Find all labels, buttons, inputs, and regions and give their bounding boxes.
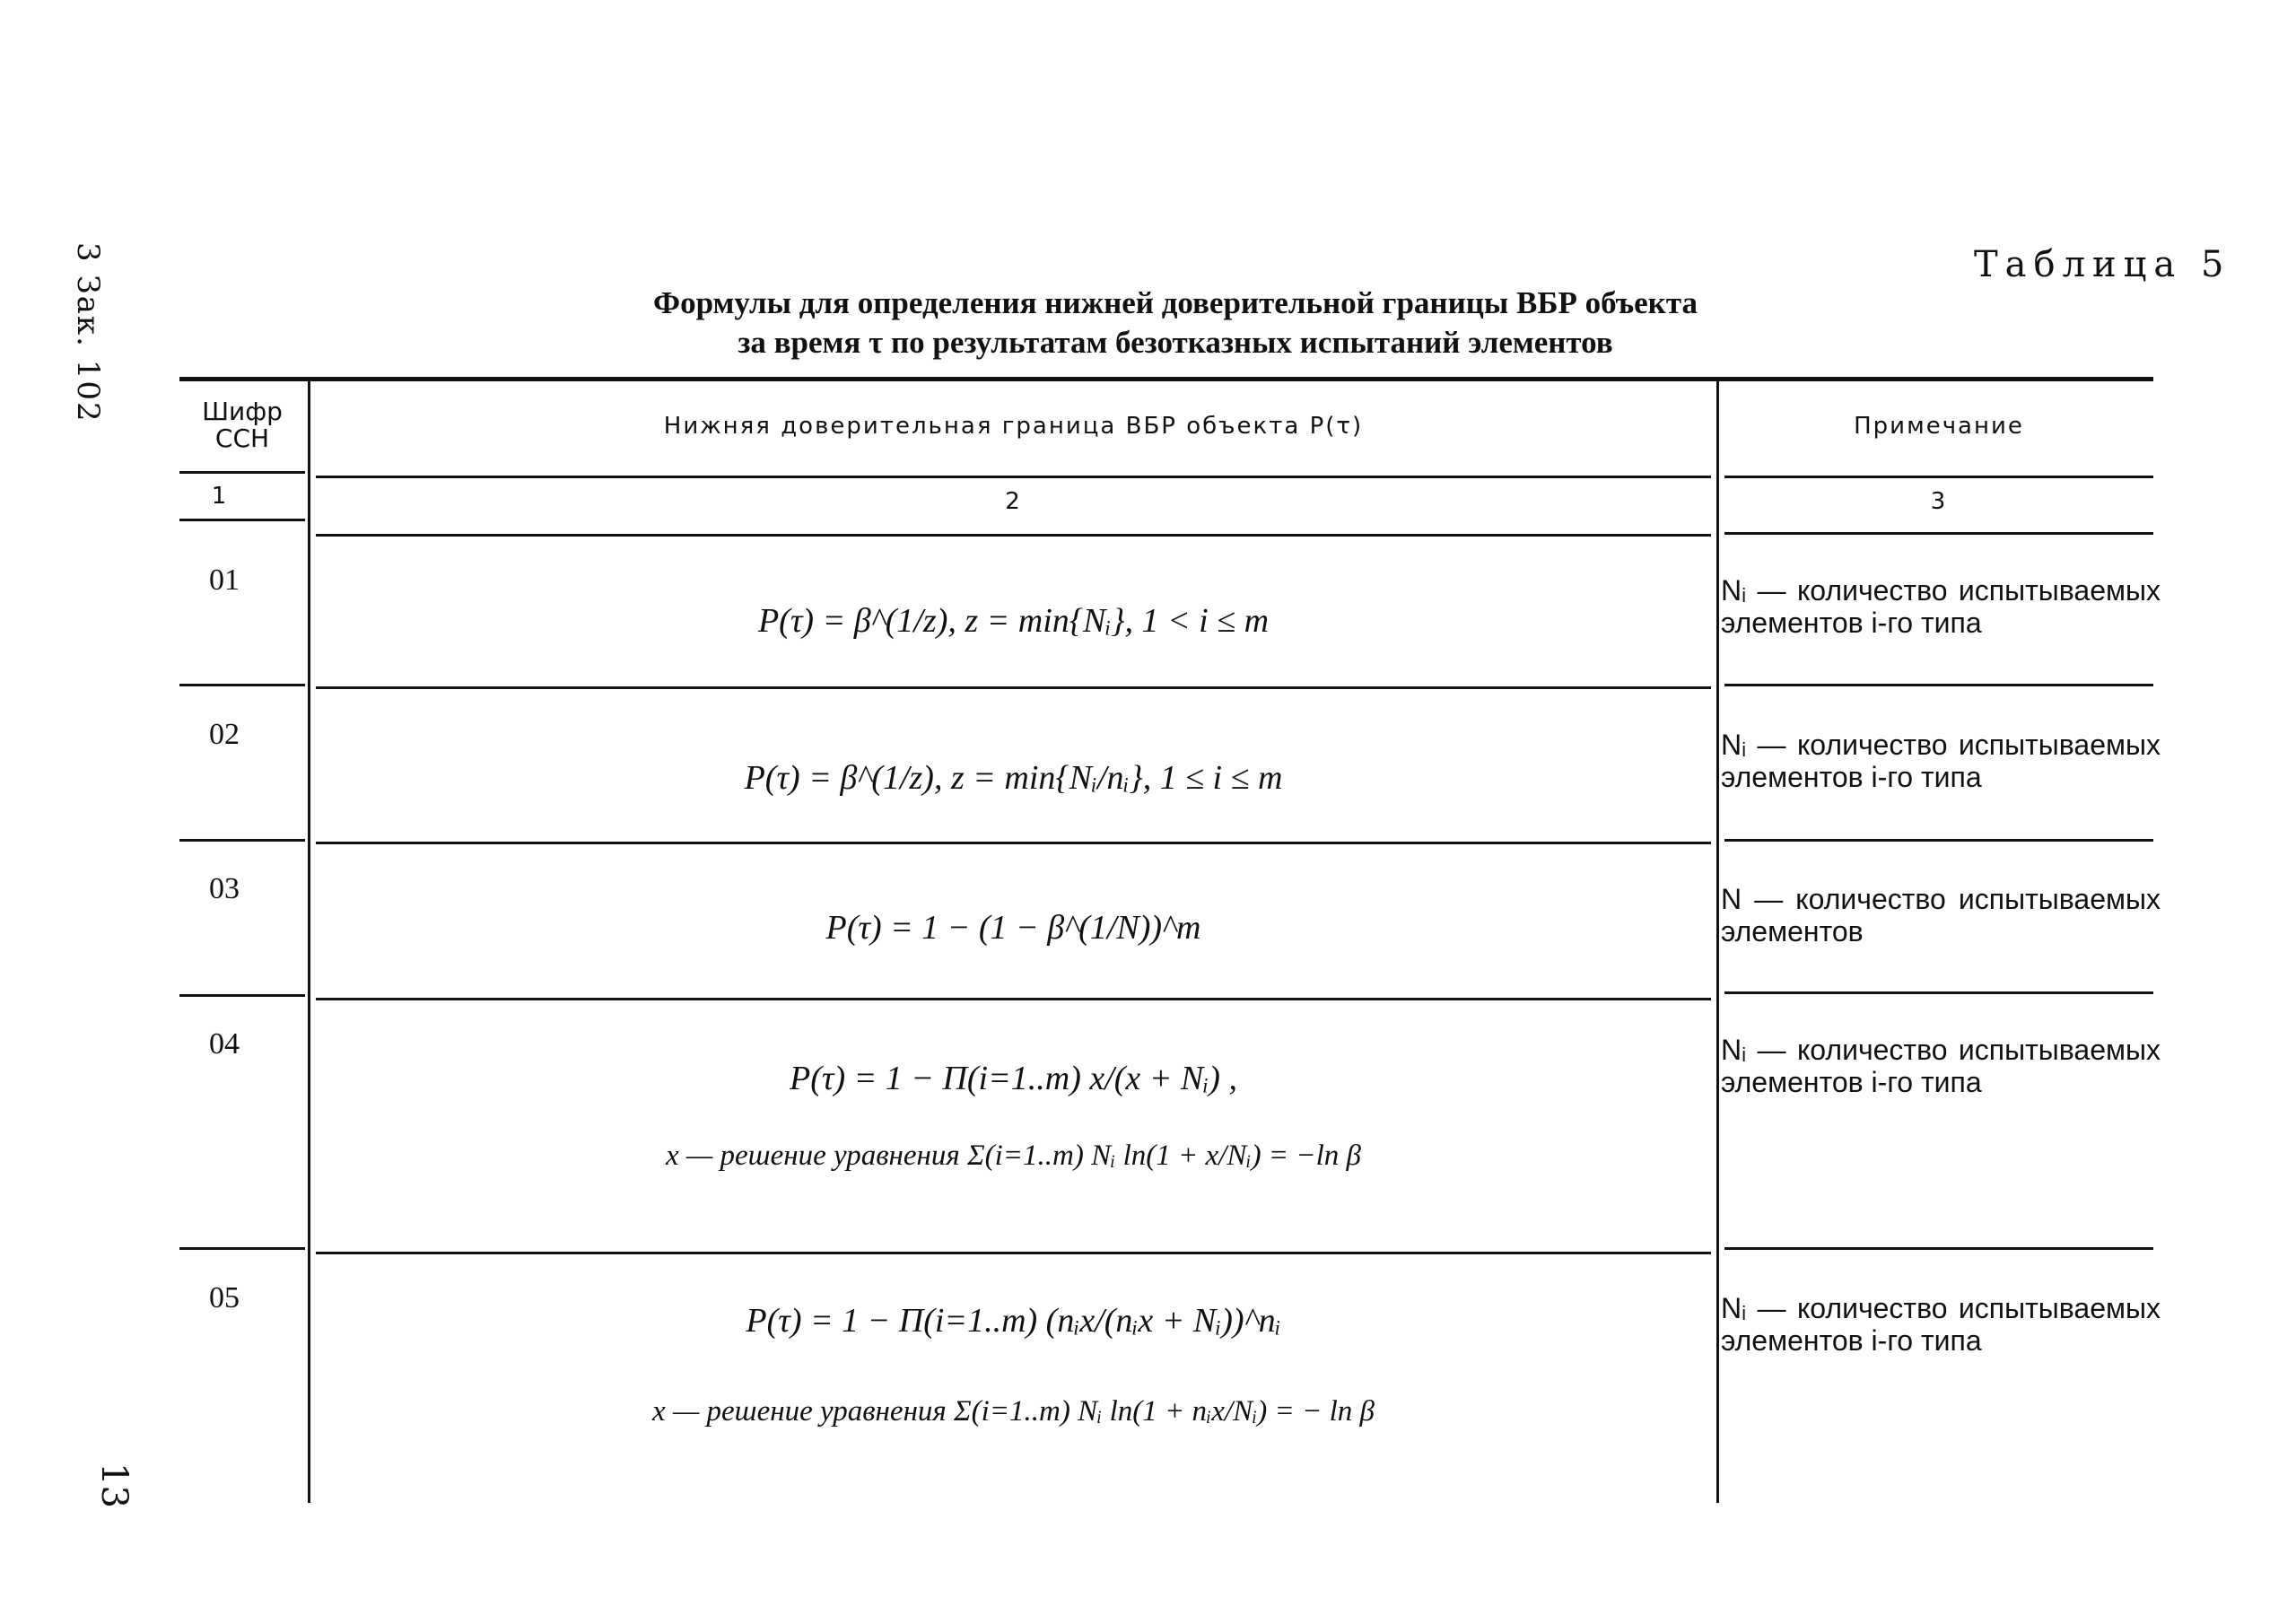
- row-code: 03: [209, 872, 240, 905]
- table-top-rule: [179, 377, 2153, 381]
- row-formula-equation: x — решение уравнения Σ(i=1..m) Nᵢ ln(1 + nᵢx/Nᵢ) = − ln β: [652, 1395, 1375, 1428]
- row-note: Nᵢ — количество испытываемых элементов i-го типа: [1721, 1292, 2161, 1357]
- header-formula: Нижняя доверительная граница ВБР объекта P(τ): [663, 413, 1364, 440]
- row-note: N — количество испытываемых элементов: [1721, 883, 2161, 947]
- row-formula: P(τ) = 1 − Π(i=1..m) x/(x + Nᵢ) ,: [790, 1060, 1237, 1097]
- row-code: 04: [209, 1027, 240, 1061]
- header-note: Примечание: [1854, 413, 2024, 440]
- title-line-2: за время τ по результатам безотказных испытаний элементов: [738, 325, 1613, 360]
- row-rule-1c: [1724, 684, 2153, 686]
- row-rule-2a: [179, 839, 305, 842]
- hdr-rule-c: [1724, 476, 2153, 478]
- row-note: Nᵢ — количество испытываемых элементов i-го типа: [1721, 574, 2161, 639]
- row-code: 05: [209, 1281, 240, 1314]
- row-formula: P(τ) = 1 − (1 − β^(1/N))^m: [825, 909, 1201, 947]
- row-rule-4b: [316, 1252, 1711, 1254]
- header-code: Шифр ССН: [202, 397, 283, 453]
- margin-order-note: 3 Зак. 102: [70, 242, 106, 424]
- row-rule-1a: [179, 684, 305, 686]
- row-rule-3a: [179, 994, 305, 997]
- row-rule-3c: [1724, 991, 2153, 994]
- row-formula: P(τ) = 1 − Π(i=1..m) (nᵢx/(nᵢx + Nᵢ))^nᵢ: [746, 1302, 1281, 1340]
- row-rule-1b: [316, 686, 1711, 689]
- row-formula-equation: x — решение уравнения Σ(i=1..m) Nᵢ ln(1 + x/Nᵢ) = −ln β: [666, 1140, 1361, 1172]
- row-code: 02: [209, 718, 240, 751]
- row-code: 01: [209, 563, 240, 597]
- row-formula: P(τ) = β^(1/z), z = min{Nᵢ/nᵢ}, 1 ≤ i ≤ m: [744, 759, 1283, 797]
- hdr-rule-b: [316, 476, 1711, 478]
- row-rule-3b: [316, 998, 1711, 1000]
- row-note: Nᵢ — количество испытываемых элементов i-го типа: [1721, 1034, 2161, 1098]
- hdr-rule-a: [179, 471, 305, 474]
- page-number: 13: [93, 1463, 135, 1508]
- row-rule-2c: [1724, 839, 2153, 842]
- row-note: Nᵢ — количество испытываемых элементов i-го типа: [1721, 729, 2161, 793]
- header-num-3: 3: [1930, 488, 1948, 515]
- num-rule-c: [1724, 532, 2153, 535]
- header-num-2: 2: [1005, 488, 1022, 515]
- header-num-1: 1: [211, 483, 229, 510]
- col-divider-2: [1716, 381, 1719, 1503]
- num-rule-b: [316, 534, 1711, 537]
- table-label: Таблица 5: [1974, 244, 2231, 285]
- row-rule-4a: [179, 1247, 305, 1250]
- row-formula: P(τ) = β^(1/z), z = min{Nᵢ}, 1 < i ≤ m: [757, 602, 1270, 640]
- row-rule-2b: [316, 842, 1711, 844]
- num-rule-a: [179, 519, 305, 521]
- col-divider-1: [308, 381, 310, 1503]
- row-rule-4c: [1724, 1247, 2153, 1250]
- title-line-1: Формулы для определения нижней доверительной границы ВБР объекта: [653, 285, 1698, 320]
